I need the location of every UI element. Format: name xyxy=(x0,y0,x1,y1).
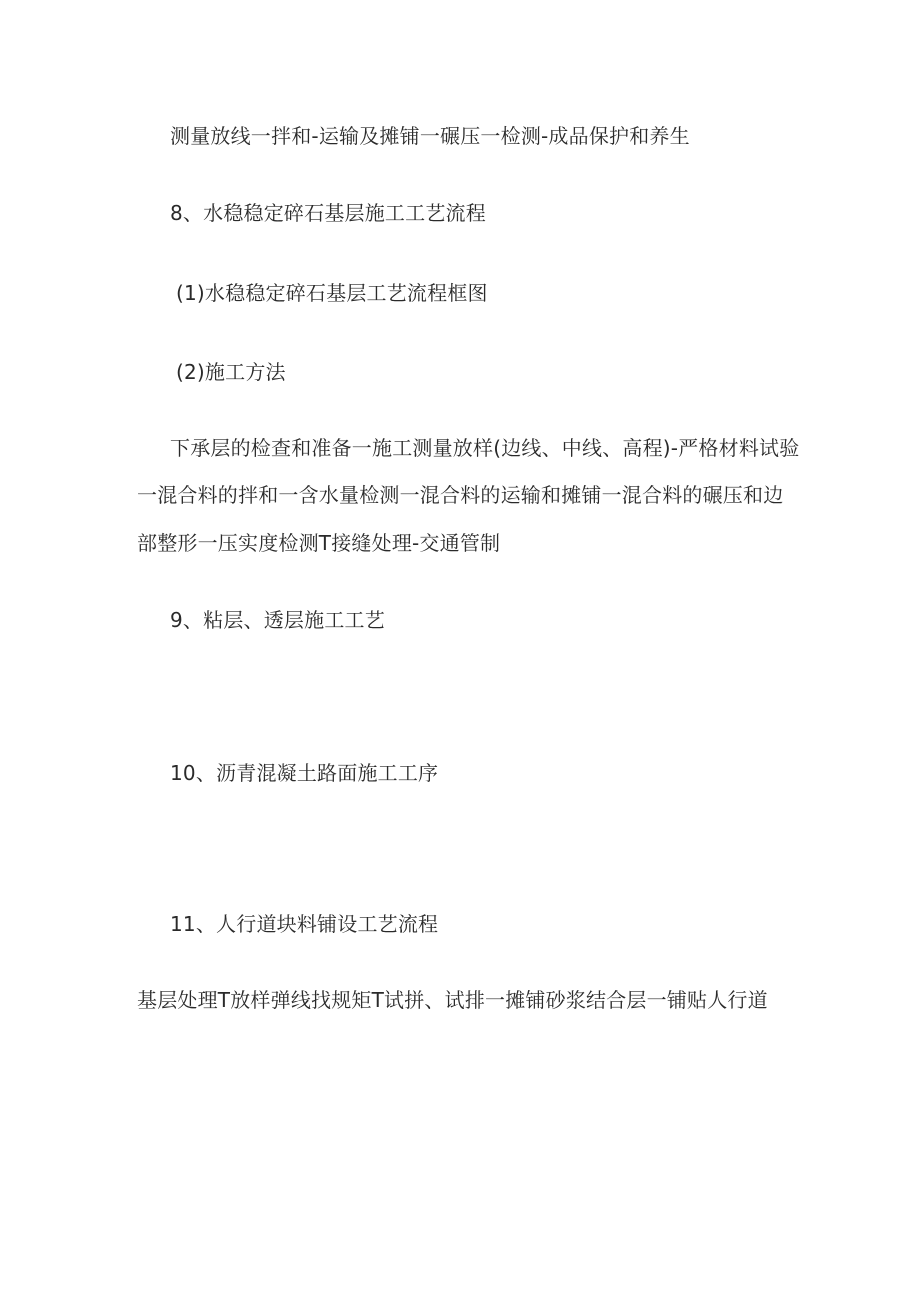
paving-process-line: 基层处理T放样弹线找规矩T试拼、试排一摊铺砂浆结合层一铺贴人行道 xyxy=(137,988,768,1012)
method-paragraph-line-2: 一混合料的拌和一含水量检测一混合料的运输和摊铺一混合料的碾压和边 xyxy=(137,483,784,507)
section-heading-11: 11、人行道块料铺设工艺流程 xyxy=(170,912,439,936)
section-heading-10: 10、沥青混凝土路面施工工序 xyxy=(170,761,439,785)
section-heading-8: 8、水稳稳定碎石基层施工工艺流程 xyxy=(170,201,486,225)
subheading-method: (2)施工方法 xyxy=(176,360,286,384)
method-paragraph-line-3: 部整形一压实度检测T接缝处理-交通管制 xyxy=(137,531,501,555)
process-flow-line: 测量放线一拌和-运输及摊铺一碾压一检测-成品保护和养生 xyxy=(170,124,690,148)
section-heading-9: 9、粘层、透层施工工艺 xyxy=(170,608,385,632)
subheading-flowchart: (1)水稳稳定碎石基层工艺流程框图 xyxy=(176,281,488,305)
method-paragraph-line-1: 下承层的检查和准备一施工测量放样(边线、中线、高程)-严格材料试验 xyxy=(170,436,800,460)
